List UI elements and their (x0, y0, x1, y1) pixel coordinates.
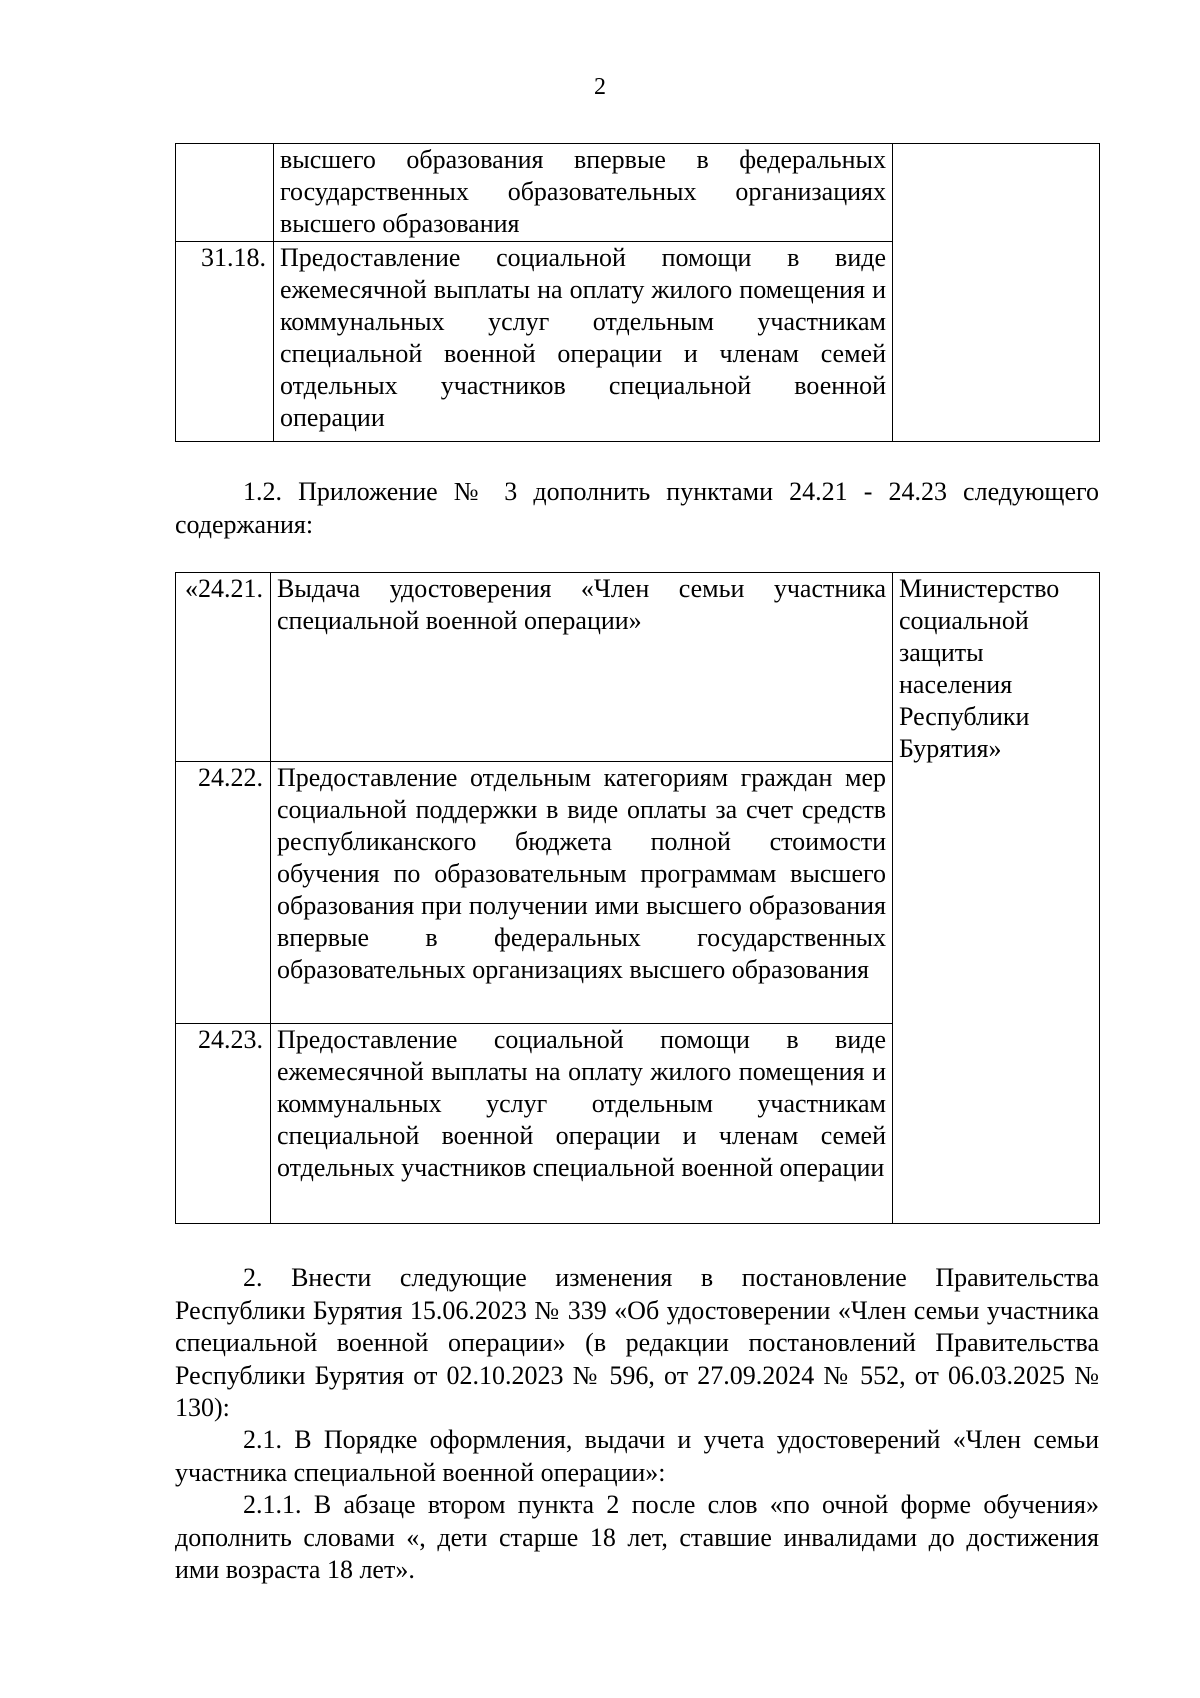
page-number: 2 (594, 74, 606, 100)
row-number: 24.23. (176, 1024, 271, 1224)
service-description: Предоставление социальной помощи в виде ежемесячной выплаты на оплату жилого помещения и коммунальных услуг отдельным участникам специальной военной операции и членам семей отдельных участников специальной военной операции (271, 1024, 893, 1224)
table-row (176, 144, 1100, 242)
row-number (176, 144, 274, 242)
services-table-additions (175, 572, 1100, 1224)
paragraph-2: 2. Внести следующие изменения в постановление Правительства Республики Бурятия 15.06.2023 № 339 «Об удостоверении «Член семьи участника специальной военной операции» (в редакции постановлений Правительства Республики Бурятия от 02.10.2023 № 596, от 27.09.2024 № 552, от 06.03.2025 № 130): (175, 1263, 1099, 1422)
service-description: Предоставление отдельным категориям граждан мер социальной поддержки в виде оплаты за счет средств республиканского бюджета полной стоимости обучения по образовательным программам высшего образования при получении ими высшего образования впервые в федеральных государственных образовательных организациях высшего образования (271, 762, 893, 1024)
paragraph-2-1: 2.1. В Порядке оформления, выдачи и учета удостоверений «Член семьи участника специальной военной операции»: (175, 1425, 1099, 1487)
table-row (176, 573, 1100, 762)
organization-cell (893, 144, 1100, 442)
organization-name: Министерство социальной защиты населения Республики Бурятия» (893, 573, 1100, 1224)
service-description: Предоставление социальной помощи в виде ежемесячной выплаты на оплату жилого помещения и коммунальных услуг отдельным участникам специальной военной операции и членам семей отдельных участников специальной военной операции (274, 242, 893, 442)
service-description: высшего образования впервые в федеральных государственных образовательных организациях высшего образования (274, 144, 893, 242)
row-number: 24.22. (176, 762, 271, 1024)
row-number: 31.18. (176, 242, 274, 442)
row-number: «24.21. (176, 573, 271, 762)
services-table-continuation (175, 143, 1100, 442)
paragraph-1-2: 1.2. Приложение № 3 дополнить пунктами 24.21 - 24.23 следующего содержания: (175, 477, 1099, 539)
paragraph-2-1-1: 2.1.1. В абзаце втором пункта 2 после слов «по очной форме обучения» дополнить словами «, дети старше 18 лет, ставшие инвалидами до достижения ими возраста 18 лет». (175, 1490, 1099, 1584)
service-description: Выдача удостоверения «Член семьи участника специальной военной операции» (271, 573, 893, 762)
